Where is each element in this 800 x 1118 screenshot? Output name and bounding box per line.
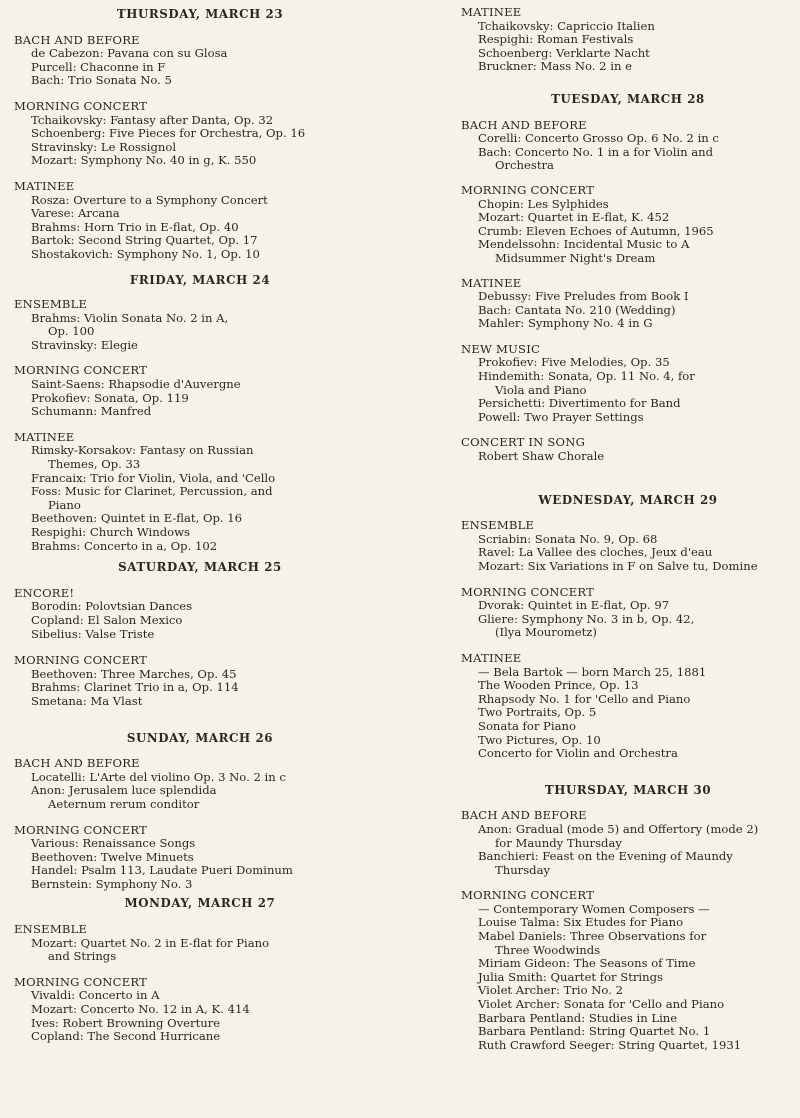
program-list <box>14 194 386 262</box>
program-line: Beethoven: Quintet in E-flat, Op. 16 <box>31 511 243 526</box>
day-block <box>14 561 386 708</box>
program-item <box>31 1017 386 1031</box>
program-line: Respighi: Church Windows <box>31 525 191 539</box>
program-item <box>31 668 386 682</box>
program-item <box>478 599 795 613</box>
section-title: BACH AND BEFORE <box>461 808 587 823</box>
program-section <box>461 184 795 266</box>
program-line: Crumb: Eleven Echoes of Autumn, 1965 <box>478 223 714 238</box>
program-item <box>478 33 795 47</box>
day-heading: THURSDAY, MARCH 30 <box>544 782 712 797</box>
program-line: Varese: Arcana <box>31 206 120 221</box>
program-item <box>478 20 795 34</box>
program-item <box>478 693 795 707</box>
program-line: Stravinsky: Elegie <box>31 337 138 352</box>
program-line: Mozart: Six Variations in F on Salve tu, Domine <box>478 559 758 573</box>
program-section <box>14 180 386 262</box>
program-item <box>478 613 795 640</box>
program-item <box>31 392 386 406</box>
program-list <box>14 114 386 168</box>
day-block <box>461 6 795 74</box>
program-line: Mozart: Quartet in E-flat, K. 452 <box>478 210 670 225</box>
program-line: Two Pictures, Op. 10 <box>478 732 601 747</box>
program-item <box>478 823 795 850</box>
program-item <box>478 560 795 574</box>
program-line: Handel: Psalm 113, Laudate Pueri Dominum <box>31 863 293 878</box>
program-item <box>478 304 795 318</box>
program-item <box>478 1039 795 1053</box>
program-item <box>478 238 795 265</box>
program-line: Beethoven: Twelve Minuets <box>31 849 194 864</box>
program-section <box>14 298 386 352</box>
program-line: Corelli: Concerto Grosso Op. 6 No. 2 in c <box>478 131 719 146</box>
program-line: Powell: Two Prayer Settings <box>478 409 644 424</box>
program-item <box>31 512 386 526</box>
program-line: Ives: Robert Browning Overture <box>31 1015 221 1030</box>
program-line: Chopin: Les Sylphides <box>478 196 609 211</box>
program-item <box>478 225 795 239</box>
program-line: Anon: Jerusalem luce splendida <box>31 783 217 798</box>
day-heading: SUNDAY, MARCH 26 <box>126 730 274 745</box>
program-line-continued: Piano <box>48 497 81 512</box>
program-line: Brahms: Clarinet Trio in a, Op. 114 <box>31 680 239 695</box>
program-item <box>31 695 386 709</box>
program-line: Banchieri: Feast on the Evening of Maundy <box>478 849 733 864</box>
program-line-continued: Themes, Op. 33 <box>48 457 141 472</box>
program-line: Tchaikovsky: Fantasy after Danta, Op. 32 <box>31 112 274 127</box>
program-line: Two Portraits, Op. 5 <box>478 705 597 720</box>
program-line: Schumann: Manfred <box>31 404 152 419</box>
program-list <box>14 771 386 812</box>
program-item <box>478 450 795 464</box>
program-line-continued: for Maundy Thursday <box>495 835 622 850</box>
program-section <box>14 923 386 964</box>
program-section <box>14 34 386 88</box>
program-item <box>31 234 386 248</box>
program-line-continued: Midsummer Night's Dream <box>495 250 656 265</box>
program-item <box>31 937 386 964</box>
program-line: Saint-Saens: Rhapsodie d'Auvergne <box>31 377 241 392</box>
program-list <box>461 903 795 1053</box>
program-item <box>478 984 795 998</box>
program-item <box>31 526 386 540</box>
program-item <box>31 339 386 353</box>
program-line: Barbara Pentland: String Quartet No. 1 <box>478 1024 711 1039</box>
program-item <box>31 485 386 512</box>
left-column <box>14 6 386 1044</box>
program-item <box>478 356 795 370</box>
program-item <box>31 405 386 419</box>
program-list <box>461 356 795 424</box>
section-title: MORNING CONCERT <box>461 182 595 197</box>
program-item <box>31 221 386 235</box>
section-title: ENSEMBLE <box>14 922 88 937</box>
program-item <box>478 850 795 877</box>
program-item <box>478 211 795 225</box>
program-list <box>14 600 386 641</box>
program-line: — Contemporary Women Composers — <box>478 901 710 916</box>
program-line: Brahms: Horn Trio in E-flat, Op. 40 <box>31 219 239 234</box>
program-item <box>478 290 795 304</box>
program-line: Concerto for Violin and Orchestra <box>478 746 678 761</box>
section-title: BACH AND BEFORE <box>14 32 140 47</box>
program-item <box>31 1030 386 1044</box>
program-item <box>31 628 386 642</box>
program-line: Respighi: Roman Festivals <box>478 32 634 47</box>
program-line-continued: Three Woodwinds <box>495 942 601 957</box>
program-line: Tchaikovsky: Capriccio Italien <box>478 18 655 33</box>
program-item <box>31 600 386 614</box>
section-title: ENSEMBLE <box>14 297 88 312</box>
program-item <box>478 720 795 734</box>
program-item <box>478 132 795 146</box>
program-item <box>478 1012 795 1026</box>
day-heading: SATURDAY, MARCH 25 <box>118 560 282 575</box>
section-title: MORNING CONCERT <box>14 974 148 989</box>
program-line-continued: Op. 100 <box>48 324 95 339</box>
program-line-continued: Orchestra <box>495 158 554 173</box>
section-title: MATINEE <box>461 5 522 19</box>
program-list <box>461 132 795 173</box>
program-item <box>478 930 795 957</box>
program-line-continued: Aeternum rerum conditor <box>48 796 200 811</box>
day-block <box>461 494 795 761</box>
program-item <box>478 666 795 680</box>
day-heading: MONDAY, MARCH 27 <box>124 896 276 911</box>
program-line: Schoenberg: Verklarte Nacht <box>478 45 650 60</box>
section-title: MATINEE <box>461 275 522 290</box>
program-section <box>14 364 386 418</box>
day-block <box>14 732 386 892</box>
program-item <box>31 248 386 262</box>
program-line: Mozart: Quartet No. 2 in E-flat for Piano <box>31 935 270 950</box>
program-line: Violet Archer: Sonata for 'Cello and Piano <box>478 997 725 1012</box>
section-title: CONCERT IN SONG <box>461 435 586 450</box>
program-line: Smetana: Ma Vlast <box>31 693 143 708</box>
program-item <box>478 317 795 331</box>
program-item <box>31 540 386 554</box>
program-item <box>31 472 386 486</box>
program-line: Bernstein: Symphony No. 3 <box>31 876 193 891</box>
program-line: Prokofiev: Sonata, Op. 119 <box>31 390 189 405</box>
program-line: Dvorak: Quintet in E-flat, Op. 97 <box>478 598 670 613</box>
program-line: Shostakovich: Symphony No. 1, Op. 10 <box>31 246 260 261</box>
program-list <box>14 937 386 964</box>
program-item <box>31 681 386 695</box>
program-list <box>14 668 386 709</box>
day-block <box>461 784 795 1053</box>
section-title: MORNING CONCERT <box>461 584 595 599</box>
section-title: NEW MUSIC <box>461 341 541 356</box>
program-list <box>461 823 795 877</box>
program-item <box>478 47 795 61</box>
section-title: MATINEE <box>14 429 75 444</box>
program-line: Vivaldi: Concerto in A <box>31 988 160 1003</box>
program-line: Hindemith: Sonata, Op. 11 No. 4, for <box>478 369 695 384</box>
program-item <box>31 61 386 75</box>
program-line: Prokofiev: Five Melodies, Op. 35 <box>478 355 670 370</box>
program-item <box>478 903 795 917</box>
program-line: Bartok: Second String Quartet, Op. 17 <box>31 233 258 248</box>
day-block <box>14 897 386 1043</box>
program-line: Borodin: Polovtsian Dances <box>31 599 193 614</box>
program-line: Persichetti: Divertimento for Band <box>478 396 681 411</box>
program-line: Rhapsody No. 1 for 'Cello and Piano <box>478 691 691 706</box>
right-column <box>461 6 795 1052</box>
program-item <box>31 194 386 208</box>
program-item <box>31 207 386 221</box>
program-item <box>478 706 795 720</box>
program-item <box>478 971 795 985</box>
program-list <box>461 450 795 464</box>
program-item <box>478 370 795 397</box>
program-section <box>461 277 795 331</box>
program-item <box>31 141 386 155</box>
program-line: Schoenberg: Five Pieces for Orchestra, Op. 16 <box>31 126 306 141</box>
program-line-continued: Thursday <box>495 862 551 877</box>
section-title: ENCORE! <box>14 585 75 600</box>
program-item <box>478 146 795 173</box>
program-list <box>461 533 795 574</box>
program-section <box>461 586 795 640</box>
program-item <box>478 411 795 425</box>
program-item <box>31 614 386 628</box>
program-section <box>14 654 386 708</box>
program-section <box>14 757 386 811</box>
program-section <box>461 119 795 173</box>
program-line: Foss: Music for Clarinet, Percussion, and <box>31 484 273 499</box>
program-item <box>31 771 386 785</box>
day-heading: FRIDAY, MARCH 24 <box>129 272 271 287</box>
program-list <box>461 20 795 74</box>
section-title: MORNING CONCERT <box>14 822 148 837</box>
program-line: Bach: Concerto No. 1 in a for Violin and <box>478 144 714 159</box>
program-item <box>31 378 386 392</box>
program-section <box>461 809 795 877</box>
program-item <box>478 60 795 74</box>
section-title: BACH AND BEFORE <box>14 756 140 771</box>
day-block <box>14 274 386 554</box>
program-item <box>31 74 386 88</box>
program-item <box>31 837 386 851</box>
program-line: Sibelius: Valse Triste <box>31 626 155 641</box>
program-item <box>478 1025 795 1039</box>
program-line: Copland: El Salon Mexico <box>31 612 183 627</box>
program-line: Ravel: La Vallee des cloches, Jeux d'eau <box>478 545 713 560</box>
program-line: Beethoven: Three Marches, Op. 45 <box>31 666 237 681</box>
program-line: Rimsky-Korsakov: Fantasy on Russian <box>31 443 254 458</box>
section-title: MATINEE <box>461 650 522 665</box>
program-list <box>461 290 795 331</box>
program-section <box>14 100 386 168</box>
program-line: Brahms: Violin Sonata No. 2 in A, <box>31 310 229 325</box>
program-line: Scriabin: Sonata No. 9, Op. 68 <box>478 531 658 546</box>
program-line: Locatelli: L'Arte del violino Op. 3 No. 2 in c <box>31 769 286 784</box>
section-title: MATINEE <box>14 178 75 193</box>
program-item <box>478 546 795 560</box>
program-list <box>461 198 795 266</box>
program-line: Various: Renaissance Songs <box>31 836 196 851</box>
day-block <box>14 8 386 262</box>
program-section <box>461 889 795 1052</box>
program-item <box>478 397 795 411</box>
program-line: Rosza: Overture to a Symphony Concert <box>31 192 268 207</box>
program-item <box>478 198 795 212</box>
program-line: Sonata for Piano <box>478 718 576 733</box>
program-line: Mozart: Symphony No. 40 in g, K. 550 <box>31 153 257 168</box>
section-title: MORNING CONCERT <box>461 888 595 903</box>
program-item <box>31 47 386 61</box>
program-line: Mahler: Symphony No. 4 in G <box>478 316 653 331</box>
program-item <box>478 998 795 1012</box>
program-line: Bruckner: Mass No. 2 in e <box>478 59 632 74</box>
program-item <box>31 312 386 339</box>
program-list <box>14 444 386 553</box>
program-line: Barbara Pentland: Studies in Line <box>478 1010 678 1025</box>
program-list <box>14 312 386 353</box>
program-section <box>461 6 795 74</box>
program-item <box>31 114 386 128</box>
program-line: Miriam Gideon: The Seasons of Time <box>478 956 696 971</box>
program-item <box>478 957 795 971</box>
program-item <box>31 864 386 878</box>
section-title: ENSEMBLE <box>461 518 535 533</box>
program-line: Bach: Cantata No. 210 (Wedding) <box>478 302 676 317</box>
program-list <box>461 666 795 761</box>
program-line-continued: and Strings <box>48 949 117 964</box>
program-section <box>14 431 386 553</box>
day-heading: WEDNESDAY, MARCH 29 <box>538 492 718 507</box>
program-line: Mabel Daniels: Three Observations for <box>478 929 707 944</box>
program-item <box>31 989 386 1003</box>
program-line: Debussy: Five Preludes from Book I <box>478 289 689 304</box>
program-line: The Wooden Prince, Op. 13 <box>478 678 639 693</box>
program-item <box>478 747 795 761</box>
program-line: Robert Shaw Chorale <box>478 449 605 464</box>
program-item <box>31 878 386 892</box>
program-line: Louise Talma: Six Etudes for Piano <box>478 915 684 930</box>
program-line: Francaix: Trio for Violin, Viola, and 'Cello <box>31 470 276 485</box>
section-title: MORNING CONCERT <box>14 98 148 113</box>
program-line: Bach: Trio Sonata No. 5 <box>31 73 172 88</box>
program-line: Gliere: Symphony No. 3 in b, Op. 42, <box>478 611 695 626</box>
program-item <box>31 851 386 865</box>
program-section <box>14 976 386 1044</box>
program-section <box>461 343 795 425</box>
program-line: Ruth Crawford Seeger: String Quartet, 1931 <box>478 1037 742 1052</box>
program-item <box>31 154 386 168</box>
program-item <box>31 127 386 141</box>
program-line: Violet Archer: Trio No. 2 <box>478 983 623 998</box>
program-line: Julia Smith: Quartet for Strings <box>478 969 663 984</box>
program-line: Brahms: Concerto in a, Op. 102 <box>31 538 218 553</box>
program-section <box>14 587 386 641</box>
day-heading: THURSDAY, MARCH 23 <box>116 7 284 21</box>
program-line: de Cabezon: Pavana con su Glosa <box>31 46 228 61</box>
program-list <box>461 599 795 640</box>
program-line-continued: (Ilya Mourometz) <box>495 625 597 640</box>
program-list <box>14 378 386 419</box>
program-list <box>14 837 386 891</box>
program-line: Mendelssohn: Incidental Music to A <box>478 237 690 252</box>
program-line: Copland: The Second Hurricane <box>31 1029 221 1044</box>
section-title: MORNING CONCERT <box>14 653 148 668</box>
program-line: Anon: Gradual (mode 5) and Offertory (mode 2) <box>478 821 759 836</box>
program-item <box>478 734 795 748</box>
program-list <box>14 47 386 88</box>
program-line: — Bela Bartok — born March 25, 1881 <box>478 664 707 679</box>
program-item <box>31 1003 386 1017</box>
program-section <box>461 519 795 573</box>
day-heading: TUESDAY, MARCH 28 <box>551 91 705 106</box>
program-section <box>14 824 386 892</box>
program-item <box>478 916 795 930</box>
program-item <box>478 679 795 693</box>
program-line: Stravinsky: Le Rossignol <box>31 139 177 154</box>
program-line-continued: Viola and Piano <box>495 382 587 397</box>
program-list <box>14 989 386 1043</box>
section-title: BACH AND BEFORE <box>461 117 587 132</box>
program-section <box>461 652 795 761</box>
day-block <box>461 93 795 464</box>
program-item <box>31 784 386 811</box>
program-section <box>461 436 795 463</box>
program-line: Mozart: Concerto No. 12 in A, K. 414 <box>31 1002 250 1017</box>
program-line: Purcell: Chaconne in F <box>31 59 166 74</box>
program-item <box>478 533 795 547</box>
program-item <box>31 444 386 471</box>
section-title: MORNING CONCERT <box>14 363 148 378</box>
